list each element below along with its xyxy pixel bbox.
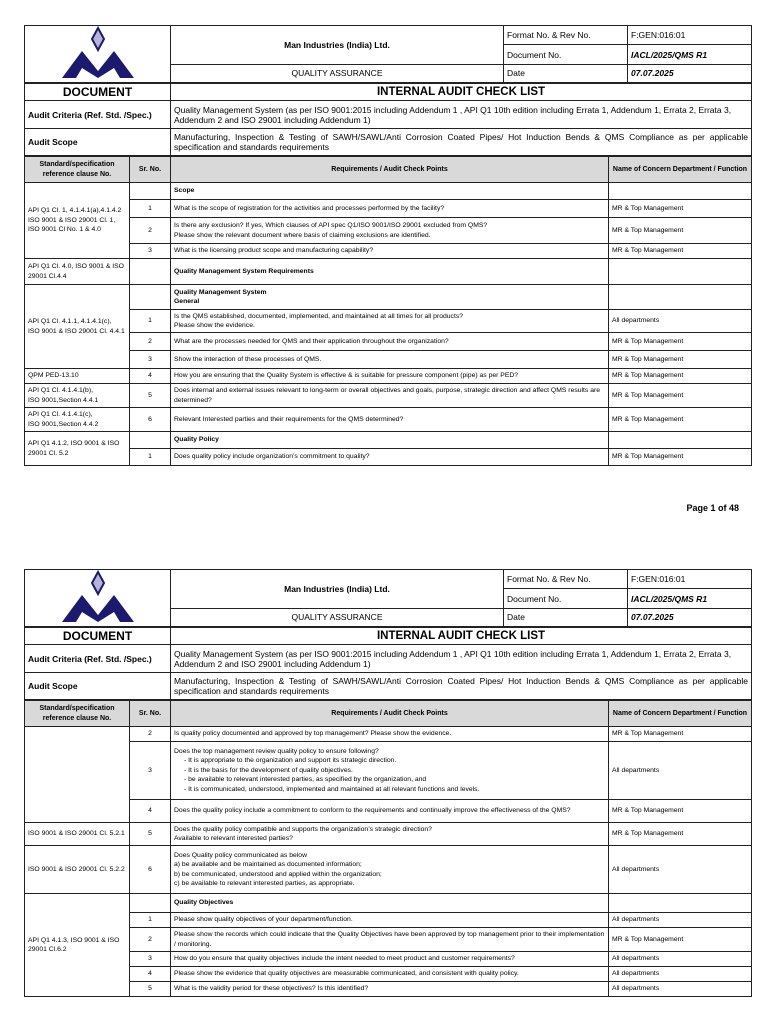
- department-cell: MR & Top Management: [609, 800, 752, 823]
- section-heading: Quality Policy: [171, 432, 609, 449]
- audit-criteria-text: Quality Management System (as per ISO 9001:2015 including Addendum 1 , API Q1 10th edition including Errata 1, Addendum 1, Errata 2, Errata 3, Addendum 2 and ISO 29001 including Addendum 1): [171, 101, 752, 129]
- sr-number: 6: [130, 846, 171, 894]
- requirement-text: Please show the records which could indicate that the Quality Objectives have been approved by top management prior to their implementation / monitoring.: [171, 928, 609, 952]
- date-value: 07.07.2025: [628, 608, 752, 626]
- department-cell: MR & Top Management: [609, 369, 752, 384]
- audit-criteria-label: Audit Criteria (Ref. Std. /Spec.): [25, 645, 171, 673]
- column-sr-header: Sr. No.: [130, 701, 171, 727]
- requirement-text: Does the top management review quality policy to ensure following? - It is appropriate to the organization and support its strategic direction. - It is the basis for the development of quality objectives. - be available to relevant interested parties, as specified by the organization, and - It is communicated, understood, implemented and maintained at all relevant functions and levels.: [171, 742, 609, 800]
- column-req-header: Requirements / Audit Check Points: [171, 701, 609, 727]
- department-cell: MR & Top Management: [609, 351, 752, 369]
- department-cell: All departments: [609, 310, 752, 333]
- department-cell: All departments: [609, 952, 752, 967]
- table-row: [25, 408, 752, 432]
- table-row: [25, 823, 752, 846]
- sr-number: 2: [130, 928, 171, 952]
- document-word: DOCUMENT: [25, 628, 171, 645]
- sr-number: 1: [130, 913, 171, 928]
- sr-number: 2: [130, 333, 171, 351]
- column-req-header: Requirements / Audit Check Points: [171, 157, 609, 183]
- ref-clause: API Q1 4.1.2, ISO 9001 & ISO 29001 Cl. 5.2: [25, 432, 130, 466]
- requirement-text: Does quality policy include organization’s commitment to quality?: [171, 449, 609, 466]
- table-row: [25, 369, 752, 384]
- format-value: F:GEN:016:01: [628, 26, 752, 45]
- department-cell: All departments: [609, 967, 752, 982]
- sr-number: 4: [130, 800, 171, 823]
- requirement-text: Is the QMS established, documented, implemented, and maintained at all times for all products? Please show the evidence.: [171, 310, 609, 333]
- requirement-text: What is the scope of registration for the activities and processes performed by the facility?: [171, 200, 609, 218]
- sr-number: 3: [130, 351, 171, 369]
- table-row: [25, 449, 752, 466]
- bullet-list: - It is appropriate to the organization and support its strategic direction. - It is the basis for the development of quality objectives. - be available to relevant interested parties, as specified by the organization, and - It is communicated, understood, implemented and maintained at all relevant functions and levels.: [174, 756, 605, 794]
- table-row: [25, 218, 752, 244]
- format-label: Format No. & Rev No.: [504, 570, 628, 589]
- department-cell: MR & Top Management: [609, 823, 752, 846]
- department-cell: MR & Top Management: [609, 244, 752, 259]
- sr-number: 2: [130, 218, 171, 244]
- ref-clause: API Q1 Cl. 4.1.1, 4.1.4.1(c), ISO 9001 & ISO 29001 Cl. 4.4.1: [25, 285, 130, 369]
- format-value: F:GEN:016:01: [628, 570, 752, 589]
- man-industries-logo-icon: [58, 26, 138, 80]
- section-heading: Scope: [171, 183, 609, 200]
- column-sr-header: Sr. No.: [130, 157, 171, 183]
- table-row: [25, 727, 752, 742]
- audit-info-table: [24, 83, 752, 156]
- date-label: Date: [504, 64, 628, 82]
- table-row: [25, 846, 752, 894]
- audit-criteria-text: Quality Management System (as per ISO 9001:2015 including Addendum 1 , API Q1 10th edition including Errata 1, Addendum 1, Errata 2, Errata 3, Addendum 2 and ISO 29001 including Addendum 1): [171, 645, 752, 673]
- ref-clause: QPM PED-13.10: [25, 369, 130, 384]
- department-cell: MR & Top Management: [609, 928, 752, 952]
- docno-label: Document No.: [504, 45, 628, 64]
- column-dept-header: Name of Concern Department / Function: [609, 701, 752, 727]
- department-name: QUALITY ASSURANCE: [171, 64, 504, 82]
- table-row: [25, 244, 752, 259]
- sr-number: 1: [130, 200, 171, 218]
- ref-clause: API Q1 Cl. 4.1.4.1(c), ISO 9001,Section 4.4.2: [25, 408, 130, 432]
- sr-number: 3: [130, 742, 171, 800]
- requirement-text: Does Quality policy communicated as below a) be available and be maintained as documented information; b) be communicated, understood and applied within the organization; c) be available to relevant interested parties, as appropriate.: [171, 846, 609, 894]
- sr-number: 1: [130, 310, 171, 333]
- ref-clause: API Q1 4.1.3, ISO 9001 & ISO 29001 Cl.6.2: [25, 894, 130, 997]
- sr-number: 2: [130, 727, 171, 742]
- department-cell: MR & Top Management: [609, 449, 752, 466]
- department-cell: All departments: [609, 982, 752, 997]
- document-word: DOCUMENT: [25, 84, 171, 101]
- table-row: [25, 310, 752, 333]
- requirement-text: What is the validity period for these objectives? Is this identified?: [171, 982, 609, 997]
- docno-label: Document No.: [504, 589, 628, 608]
- table-row: [25, 384, 752, 408]
- sr-number: 1: [130, 449, 171, 466]
- date-value: 07.07.2025: [628, 64, 752, 82]
- ref-clause: ISO 9001 & ISO 29001 Cl. 5.2.1: [25, 823, 130, 846]
- ref-clause: API Q1 Cl. 1, 4.1.4.1(a),4.1.4.2 ISO 9001 & ISO 29001 Cl. 1, ISO 9001 Cl No. 1 & 4.0: [25, 183, 130, 259]
- man-industries-logo-icon: [58, 570, 138, 624]
- table-row: [25, 928, 752, 952]
- docno-value: IACL/2025/QMS R1: [628, 45, 752, 64]
- ref-clause: API Q1 Cl. 4.0, ISO 9001 & ISO 29001 Cl.4.4: [25, 259, 130, 285]
- audit-scope-text: Manufacturing, Inspection & Testing of SAWH/SAWL/Anti Corrosion Coated Pipes/ Hot Induction Bends & QMS Compliance as per applicable specification and standards requirements: [171, 673, 752, 700]
- header-table: [24, 25, 752, 83]
- requirement-text: Does the quality policy compatible and supports the organization’s strategic direction? Available to relevant interested parties?: [171, 823, 609, 846]
- column-ref-header: Standard/specification reference clause No.: [25, 157, 130, 183]
- department-name: QUALITY ASSURANCE: [171, 608, 504, 626]
- requirement-text: Is there any exclusion? If yes, Which clauses of API spec Q1/ISO 9001/ISO 29001 excluded from QMS? Please show the relevant document where basis of claiming exclusions are identified.: [171, 218, 609, 244]
- table-row: [25, 200, 752, 218]
- company-name: Man Industries (India) Ltd.: [171, 570, 504, 609]
- section-heading: Quality Management System Requirements: [171, 259, 609, 285]
- department-cell: MR & Top Management: [609, 218, 752, 244]
- date-label: Date: [504, 608, 628, 626]
- sr-number: 6: [130, 408, 171, 432]
- sr-number: 5: [130, 823, 171, 846]
- audit-scope-text: Manufacturing, Inspection & Testing of SAWH/SAWL/Anti Corrosion Coated Pipes/ Hot Induction Bends & QMS Compliance as per applicable specification and standards requirements: [171, 129, 752, 156]
- requirement-text: Please show the evidence that quality objectives are measurable communicated, and consistent with quality policy.: [171, 967, 609, 982]
- department-cell: MR & Top Management: [609, 727, 752, 742]
- column-dept-header: Name of Concern Department / Function: [609, 157, 752, 183]
- requirement-text: How do you ensure that quality objectives include the intent needed to meet product and customer requirements?: [171, 952, 609, 967]
- sr-number: 5: [130, 384, 171, 408]
- checklist-table: [24, 700, 752, 997]
- document-page-2: [24, 569, 751, 997]
- requirement-text: Relevant Interested parties and their requirements for the QMS determined?: [171, 408, 609, 432]
- sr-number: 4: [130, 369, 171, 384]
- audit-info-table: [24, 627, 752, 700]
- section-heading: Quality Management System General: [171, 285, 609, 310]
- table-row: [25, 351, 752, 369]
- audit-criteria-label: Audit Criteria (Ref. Std. /Spec.): [25, 101, 171, 129]
- table-row: [25, 913, 752, 928]
- table-row: [25, 967, 752, 982]
- department-cell: All departments: [609, 742, 752, 800]
- docno-value: IACL/2025/QMS R1: [628, 589, 752, 608]
- sr-number: 3: [130, 244, 171, 259]
- table-row: [25, 333, 752, 351]
- table-row: [25, 982, 752, 997]
- requirement-text: What are the processes needed for QMS and their application throughout the organization?: [171, 333, 609, 351]
- requirement-text: Please show quality objectives of your department/function.: [171, 913, 609, 928]
- page-number: Page 1 of 48: [686, 503, 739, 513]
- audit-scope-label: Audit Scope: [25, 673, 171, 700]
- sr-number: 3: [130, 952, 171, 967]
- sr-number: 4: [130, 967, 171, 982]
- column-ref-header: Standard/specification reference clause No.: [25, 701, 130, 727]
- table-row: [25, 800, 752, 823]
- company-logo: [25, 570, 171, 627]
- company-logo: [25, 26, 171, 83]
- department-cell: MR & Top Management: [609, 384, 752, 408]
- ref-clause: ISO 9001 & ISO 29001 Cl. 5.2.2: [25, 846, 130, 894]
- format-label: Format No. & Rev No.: [504, 26, 628, 45]
- department-cell: MR & Top Management: [609, 333, 752, 351]
- requirement-text: What is the licensing product scope and manufacturing capability?: [171, 244, 609, 259]
- requirement-text: Does the quality policy include a commitment to conform to the requirements and continually improve the effectiveness of the QMS?: [171, 800, 609, 823]
- table-row: [25, 742, 752, 800]
- checklist-table: [24, 156, 752, 466]
- requirement-text: How you are ensuring that the Quality System is effective & is suitable for pressure component (pipe) as per PED?: [171, 369, 609, 384]
- checklist-title: INTERNAL AUDIT CHECK LIST: [171, 84, 752, 101]
- section-heading: Quality Objectives: [171, 894, 609, 913]
- sr-number: 5: [130, 982, 171, 997]
- company-name: Man Industries (India) Ltd.: [171, 26, 504, 65]
- department-cell: All departments: [609, 846, 752, 894]
- department-cell: MR & Top Management: [609, 408, 752, 432]
- requirement-text: Show the interaction of these processes of QMS.: [171, 351, 609, 369]
- requirement-text: Is quality policy documented and approved by top management? Please show the evidence.: [171, 727, 609, 742]
- department-cell: All departments: [609, 913, 752, 928]
- header-table: [24, 569, 752, 627]
- ref-clause: API Q1 Cl. 4.1.4.1(b), ISO 9001,Section 4.4.1: [25, 384, 130, 408]
- audit-scope-label: Audit Scope: [25, 129, 171, 156]
- document-page-1: [24, 25, 751, 466]
- requirement-text: Does internal and external issues relevant to long-term or overall objectives and goals, purpose, strategic direction and affect QMS results are determined?: [171, 384, 609, 408]
- department-cell: MR & Top Management: [609, 200, 752, 218]
- table-row: [25, 952, 752, 967]
- checklist-title: INTERNAL AUDIT CHECK LIST: [171, 628, 752, 645]
